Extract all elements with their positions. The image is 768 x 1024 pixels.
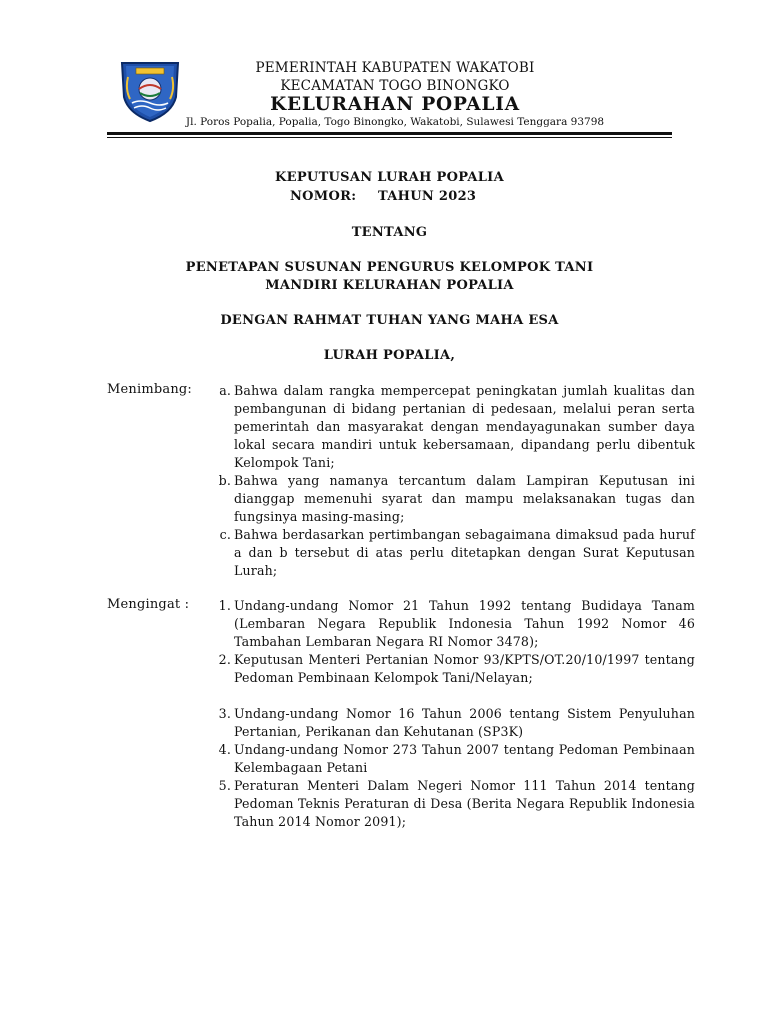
menimbang-label: Menimbang: [107, 382, 193, 397]
mengingat-label: Mengingat : [107, 597, 190, 612]
wakatobi-regency-emblem [116, 57, 184, 123]
menimbang-item [211, 382, 696, 472]
item-marker: 2. [218, 652, 231, 667]
decree-number-label: NOMOR: [290, 189, 357, 204]
mengingat-item [211, 705, 696, 741]
letterhead-government: PEMERINTAH KABUPATEN WAKATOBI [255, 60, 535, 76]
item-text: Keputusan Menteri Pertanian Nomor 93/KPTS/OT.20/10/1997 tentang Pedoman Pembinaan Kelompok Tani/Nelayan; [234, 652, 695, 685]
menimbang-item [211, 526, 696, 580]
letterhead-village: KELURAHAN POPALIA [270, 94, 520, 115]
item-text: Undang-undang Nomor 21 Tahun 1992 tentang Budidaya Tanam (Lembaran Negara Republik Indonesia Tahun 1992 Nomor 46 Tambahan Lembaran Negara RI Nomor 3478); [234, 598, 695, 649]
subject-line-1: PENETAPAN SUSUNAN PENGURUS KELOMPOK TANI [185, 260, 594, 275]
item-marker: 4. [218, 742, 231, 757]
letterhead-rule-thin [107, 137, 672, 138]
mengingat-item [211, 651, 696, 705]
mengingat-item [211, 741, 696, 777]
item-text: Undang-undang Nomor 16 Tahun 2006 tentang Sistem Penyuluhan Pertanian, Perikanan dan Kehutanan (SP3K) [234, 706, 695, 739]
decree-heading: KEPUTUSAN LURAH POPALIA [275, 170, 504, 185]
item-marker: b. [218, 473, 231, 488]
rahmat-line: DENGAN RAHMAT TUHAN YANG MAHA ESA [220, 313, 559, 328]
menimbang-item [211, 472, 696, 526]
item-marker: a. [219, 383, 231, 398]
item-text: Peraturan Menteri Dalam Negeri Nomor 111 Tahun 2014 tentang Pedoman Teknis Peraturan di Desa (Berita Negara Republik Indonesia Tahun 2014 Nomor 2091); [234, 778, 695, 829]
letterhead-rule-thick [107, 132, 672, 135]
tentang-heading: TENTANG [351, 225, 428, 240]
letterhead-address: Jl. Poros Popalia, Popalia, Togo Binongko, Wakatobi, Sulawesi Tenggara 93798 [185, 116, 605, 128]
item-marker: 1. [218, 598, 231, 613]
item-marker: 5. [218, 778, 231, 793]
letterhead-district: KECAMATAN TOGO BINONGKO [280, 78, 510, 94]
mengingat-item [211, 597, 696, 651]
subject-line-2: MANDIRI KELURAHAN POPALIA [265, 278, 514, 293]
item-text: Bahwa berdasarkan pertimbangan sebagaimana dimaksud pada huruf a dan b tersebut di atas perlu ditetapkan dengan Surat Keputusan Lurah; [234, 527, 695, 578]
item-marker: c. [219, 527, 231, 542]
lurah-line: LURAH POPALIA, [323, 348, 456, 363]
mengingat-item [211, 777, 696, 831]
decree-year: TAHUN 2023 [378, 189, 477, 204]
decree-number [290, 189, 476, 204]
item-text: Bahwa dalam rangka mempercepat peningkatan jumlah kualitas dan pembangunan di bidang pertanian di pedesaan, melalui peran serta pemerintah dan masyarakat dengan mendayagunakan sumber daya lokal secara mandiri untuk kebersamaan, dipandang perlu dibentuk Kelompok Tani; [234, 383, 695, 470]
item-marker: 3. [218, 706, 231, 721]
item-text: Bahwa yang namanya tercantum dalam Lampiran Keputusan ini dianggap memenuhi syarat dan mampu melaksanakan tugas dan fungsinya masing-masing; [234, 473, 695, 524]
item-text: Undang-undang Nomor 273 Tahun 2007 tentang Pedoman Pembinaan Kelembagaan Petani [234, 742, 695, 775]
